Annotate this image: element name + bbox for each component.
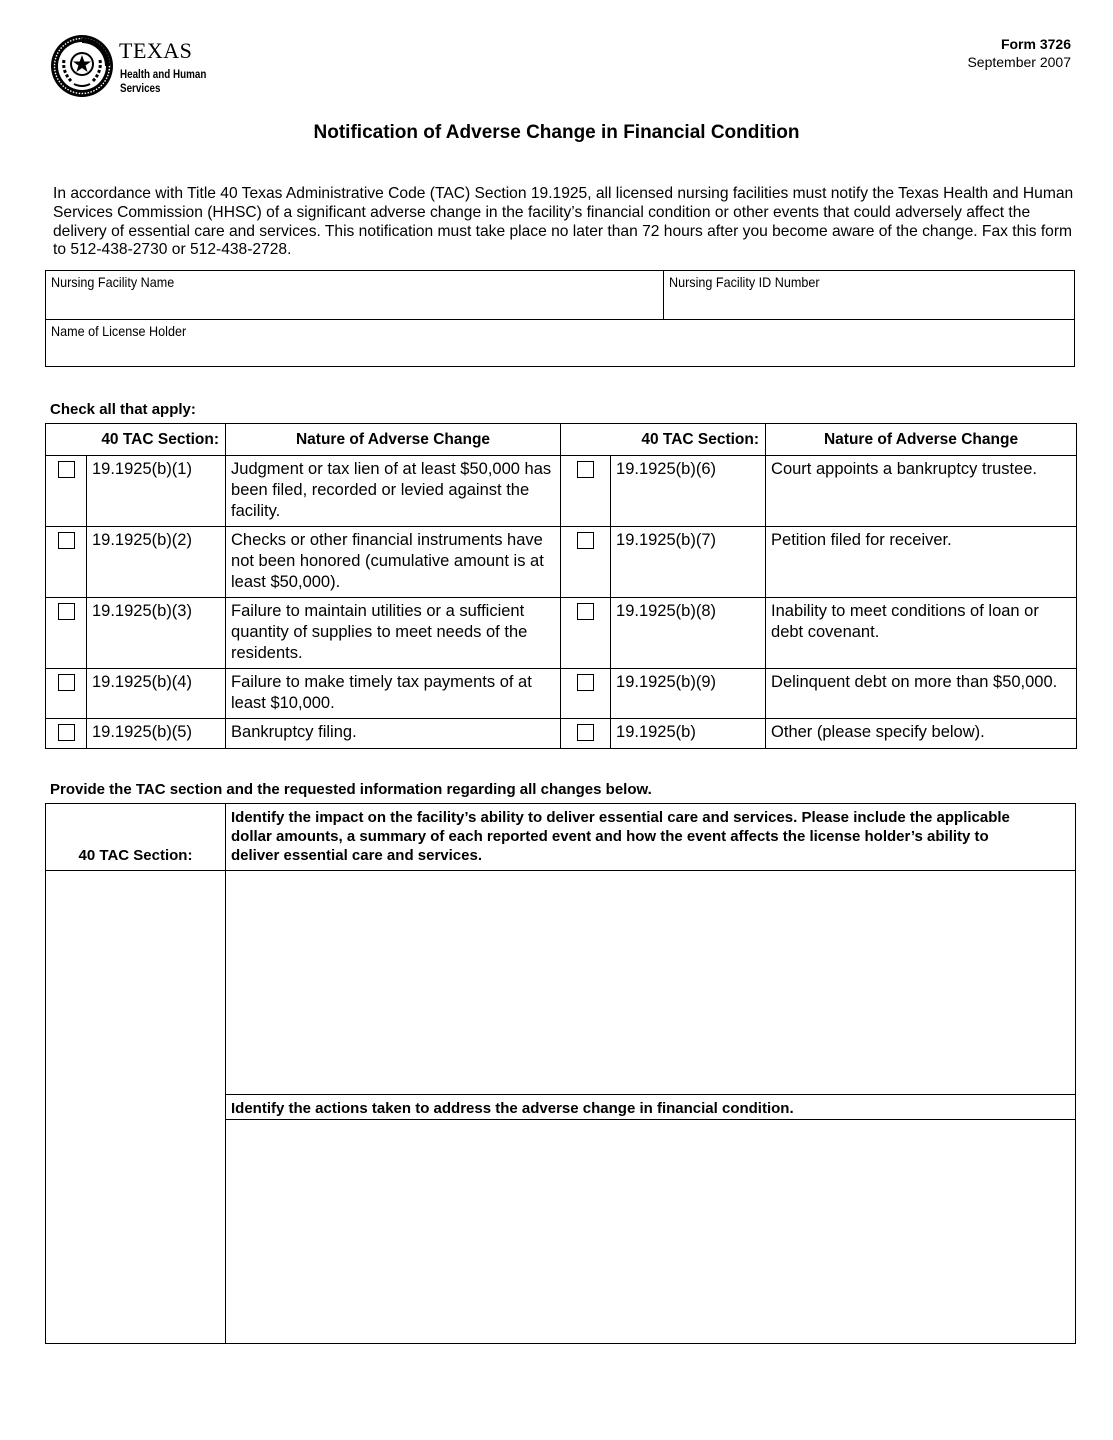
adverse-change-checklist xyxy=(45,423,1077,749)
adverse-change-description: Petition filed for receiver. xyxy=(766,527,1077,598)
facility-name-label: Nursing Facility Name xyxy=(51,274,175,290)
tac-section: 19.1925(b)(6) xyxy=(611,456,766,527)
intro-paragraph: In accordance with Title 40 Texas Administrative Code (TAC) Section 19.1925, all licensed nursing facilities must notify the Texas Health and Human Services Commission (HHSC) of a significant adverse change in the facility’s financial condition or other events that could adversely affect the delivery of essential care and services. This notification must take place no later than 72 hours after you become aware of the change. Fax this form to 512-438-2730 or 512-438-2728. xyxy=(53,185,1074,259)
tac-section: 19.1925(b)(9) xyxy=(611,669,766,719)
tac-section: 19.1925(b) xyxy=(611,719,766,749)
divider xyxy=(226,1119,1075,1120)
adverse-change-description: Inability to meet conditions of loan or debt covenant. xyxy=(766,598,1077,669)
checkbox-b6[interactable] xyxy=(577,461,594,478)
adverse-change-description: Judgment or tax lien of at least $50,000 has been filed, recorded or levied against the facility. xyxy=(226,456,561,527)
adverse-change-description: Checks or other financial instruments have not been honored (cumulative amount is at least $50,000). xyxy=(226,527,561,598)
tac-section: 19.1925(b)(5) xyxy=(87,719,226,749)
checkbox-b3[interactable] xyxy=(58,603,75,620)
checklist-row xyxy=(46,598,1077,669)
divider xyxy=(46,319,1074,320)
checklist-row xyxy=(46,456,1077,527)
state-seal-icon xyxy=(50,34,114,98)
adverse-change-description: Delinquent debt on more than $50,000. xyxy=(766,669,1077,719)
checklist-label: Check all that apply: xyxy=(50,401,196,418)
checklist-row xyxy=(46,719,1077,749)
logo-subtitle-line1: Health and Human xyxy=(120,67,207,81)
facility-id-label: Nursing Facility ID Number xyxy=(669,274,820,290)
tac-section-header: 40 TAC Section: xyxy=(78,847,193,864)
divider xyxy=(46,870,1075,871)
adverse-change-description: Other (please specify below). xyxy=(766,719,1077,749)
logo-wordmark: TEXAS xyxy=(119,38,193,63)
logo-subtitle-line2: Services xyxy=(120,81,161,95)
checklist-header-row xyxy=(46,424,1077,456)
tac-section: 19.1925(b)(4) xyxy=(87,669,226,719)
adverse-change-description: Failure to maintain utilities or a sufficient quantity of supplies to meet needs of the residents. xyxy=(226,598,561,669)
actions-input[interactable] xyxy=(230,1123,1074,1343)
details-label: Provide the TAC section and the requested information regarding all changes below. xyxy=(50,781,652,798)
divider xyxy=(663,271,664,319)
tac-section-header: 40 TAC Section: xyxy=(561,424,766,456)
nature-header: Nature of Adverse Change xyxy=(766,424,1077,456)
form-date: September 2007 xyxy=(967,54,1071,70)
facility-name-field[interactable] xyxy=(51,293,660,317)
nature-header: Nature of Adverse Change xyxy=(226,424,561,456)
checkbox-b4[interactable] xyxy=(58,674,75,691)
form-identifier xyxy=(967,35,1071,71)
checkbox-b7[interactable] xyxy=(577,532,594,549)
license-holder-field[interactable] xyxy=(51,341,1070,365)
actions-header: Identify the actions taken to address the adverse change in financial condition. xyxy=(231,1100,794,1117)
impact-input[interactable] xyxy=(230,874,1074,1094)
adverse-change-description: Court appoints a bankruptcy trustee. xyxy=(766,456,1077,527)
checkbox-other[interactable] xyxy=(577,724,594,741)
details-table xyxy=(45,803,1076,1344)
tac-section-input[interactable] xyxy=(50,874,224,1342)
tac-section: 19.1925(b)(2) xyxy=(87,527,226,598)
facility-id-field[interactable] xyxy=(669,293,1073,317)
tac-section: 19.1925(b)(3) xyxy=(87,598,226,669)
tac-section: 19.1925(b)(1) xyxy=(87,456,226,527)
adverse-change-description: Failure to make timely tax payments of at least $10,000. xyxy=(226,669,561,719)
divider xyxy=(225,804,226,1343)
texas-hhs-logo xyxy=(50,34,230,100)
identification-box xyxy=(45,270,1075,367)
license-holder-label: Name of License Holder xyxy=(51,323,187,339)
checkbox-b9[interactable] xyxy=(577,674,594,691)
page-title: Notification of Adverse Change in Financial Condition xyxy=(313,122,800,143)
form-number: Form 3726 xyxy=(1000,36,1071,52)
checkbox-b2[interactable] xyxy=(58,532,75,549)
tac-section: 19.1925(b)(8) xyxy=(611,598,766,669)
checkbox-b1[interactable] xyxy=(58,461,75,478)
impact-header: Identify the impact on the facility’s ability to deliver essential care and services. Please include the applicable dollar amounts, a summary of each reported event and how the event affects the license holder’s ability to deliver essential care and services. xyxy=(231,809,1010,864)
tac-section: 19.1925(b)(7) xyxy=(611,527,766,598)
divider xyxy=(226,1094,1075,1095)
checklist-row xyxy=(46,669,1077,719)
checkbox-b5[interactable] xyxy=(58,724,75,741)
checklist-row xyxy=(46,527,1077,598)
checkbox-b8[interactable] xyxy=(577,603,594,620)
adverse-change-description: Bankruptcy filing. xyxy=(226,719,561,749)
tac-section-header: 40 TAC Section: xyxy=(46,424,226,456)
logo-subtitle xyxy=(120,67,206,95)
